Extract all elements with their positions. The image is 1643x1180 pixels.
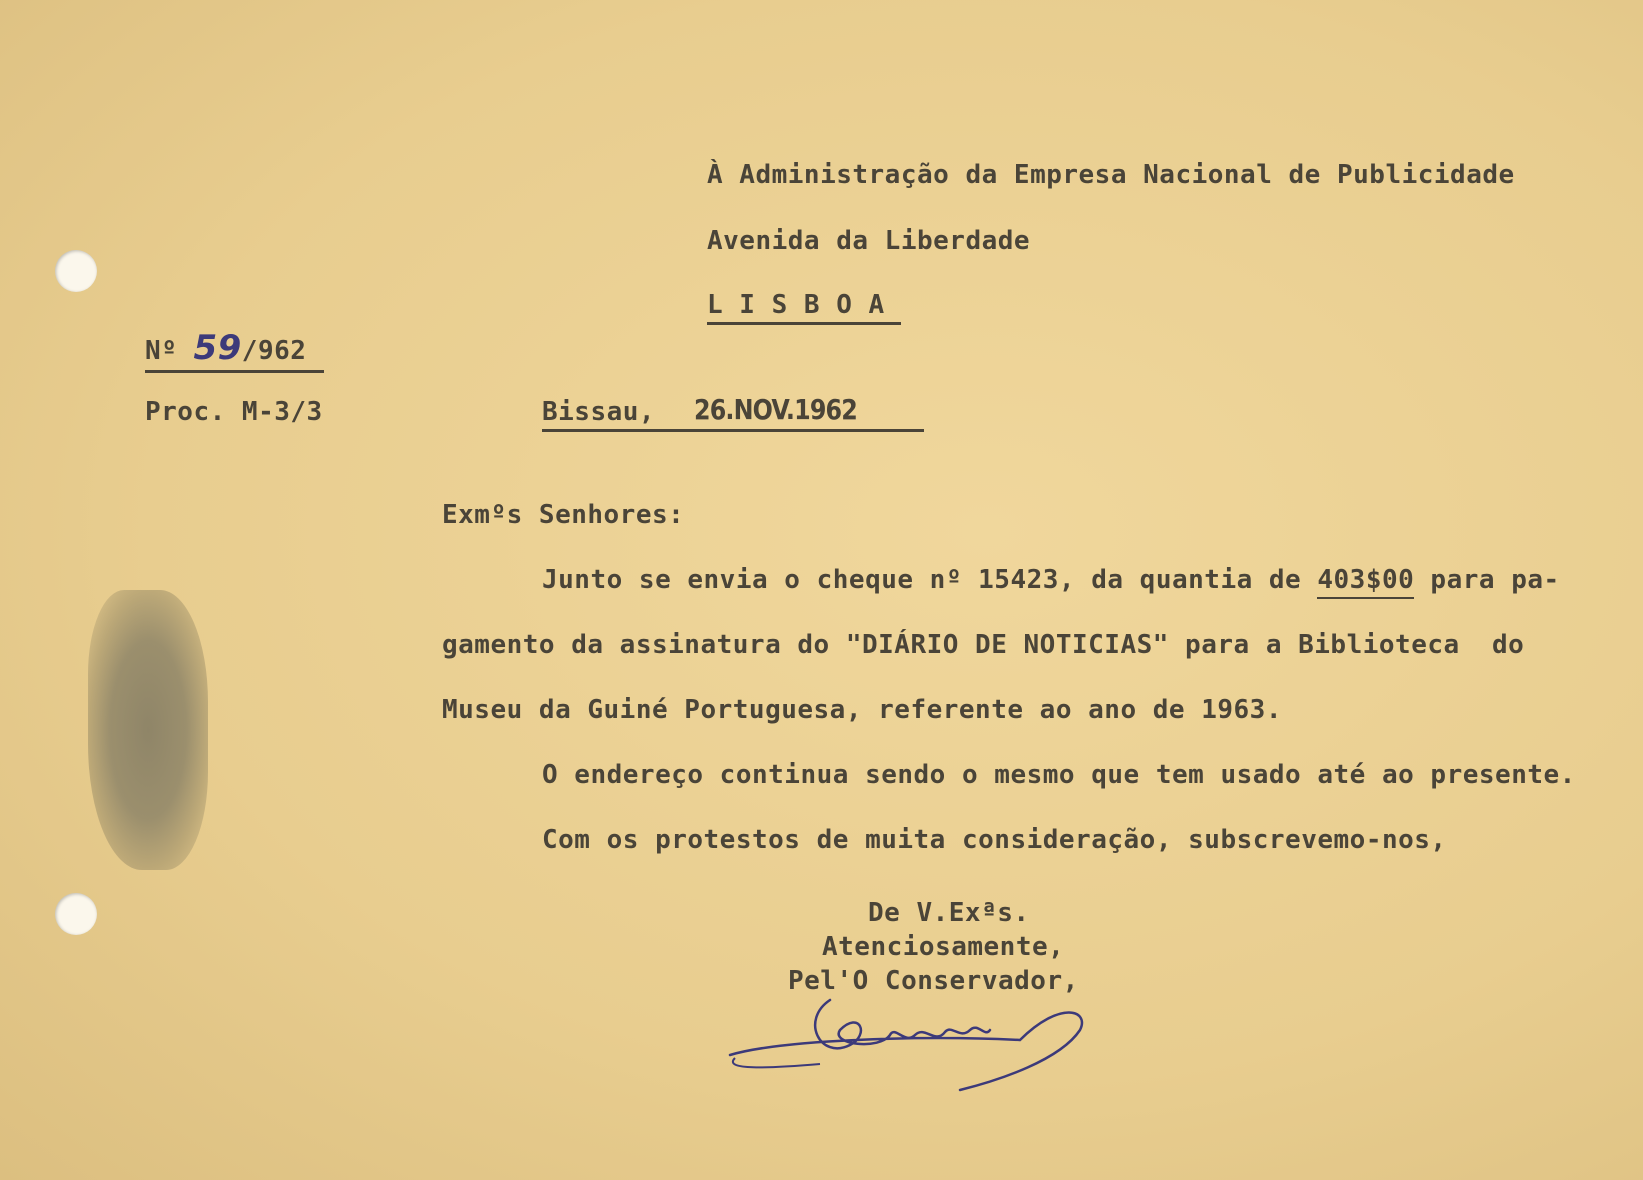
para1-text-b: para pa- — [1414, 565, 1560, 595]
closing-line1: De V.Exªs. — [868, 898, 1030, 928]
salutation: Exmºs Senhores: — [442, 500, 685, 530]
recipient-line2: Avenida da Liberdade — [707, 226, 1031, 256]
reference-number-prefix: Nº — [145, 336, 178, 366]
reference-number-suffix: /962 — [241, 336, 307, 366]
date-place: Bissau, — [542, 397, 656, 427]
date-line — [542, 393, 924, 432]
punch-hole-top — [55, 250, 97, 292]
signature — [720, 990, 1120, 1100]
date-stamp: 26.NOV.1962 — [694, 393, 857, 426]
closing-line3: Pel'O Conservador, — [788, 966, 1079, 996]
water-stain — [88, 590, 208, 870]
cheque-amount: 403$00 — [1317, 565, 1414, 599]
body-para1-line1 — [542, 565, 1560, 595]
body-para1-line2: gamento da assinatura do "DIÁRIO DE NOTICIAS" para a Biblioteca do — [442, 630, 1525, 660]
recipient-city: L I S B O A — [707, 290, 901, 325]
body-para1-line3: Museu da Guiné Portuguesa, referente ao ano de 1963. — [442, 695, 1282, 725]
reference-number-handwritten: 59 — [193, 328, 242, 368]
reference-number — [145, 328, 324, 373]
body-para2: O endereço continua sendo o mesmo que tem usado até ao presente. — [542, 760, 1576, 790]
closing-line2: Atenciosamente, — [822, 932, 1065, 962]
punch-hole-bottom — [55, 893, 97, 935]
process-number: Proc. M-3/3 — [145, 397, 323, 427]
recipient-line1: À Administração da Empresa Nacional de Publicidade — [707, 160, 1515, 190]
body-para3: Com os protestos de muita consideração, subscrevemo-nos, — [542, 825, 1447, 855]
para1-text-a: Junto se envia o cheque nº 15423, da quantia de — [542, 565, 1318, 595]
